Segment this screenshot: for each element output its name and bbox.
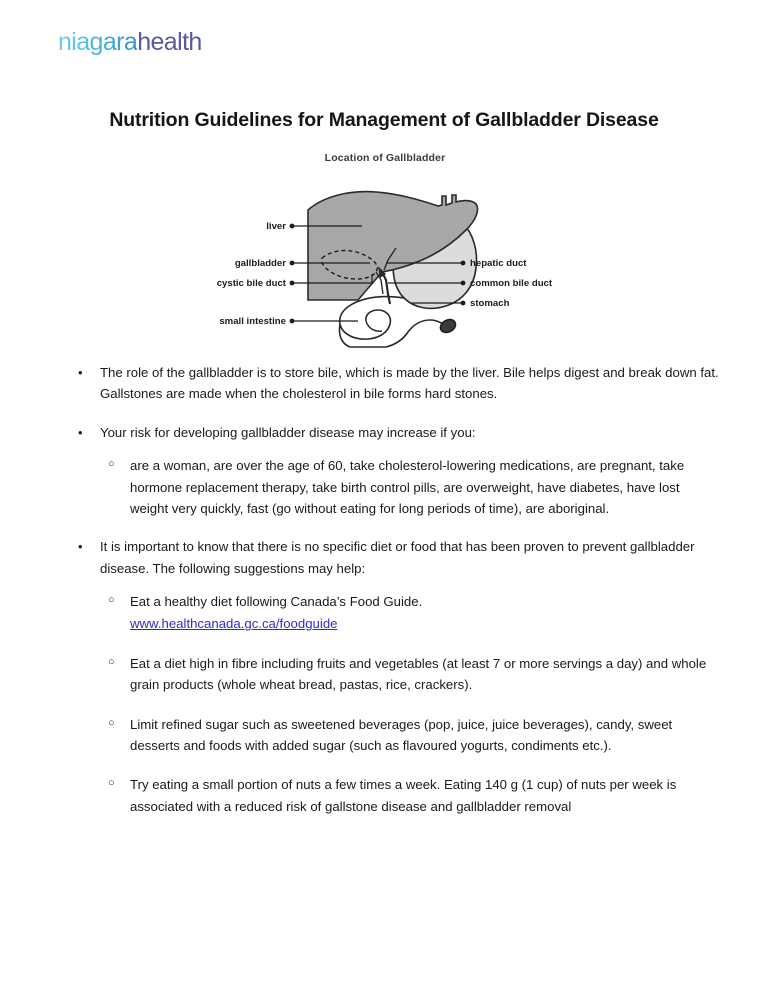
common-bile-duct-shape	[382, 272, 390, 304]
leader-dot-liver	[290, 224, 295, 229]
list-item	[100, 714, 720, 757]
list-item	[72, 536, 720, 817]
figure-label-hepatic-duct: hepatic duct	[470, 258, 527, 269]
sub-bullet-marker: ○	[108, 777, 115, 790]
leader-dot-common-bile-duct	[461, 281, 466, 286]
list-item-text: Eat a healthy diet following Canada’s Food Guide.	[130, 594, 423, 609]
list-item	[100, 653, 720, 696]
figure-label-liver: liver	[266, 221, 286, 232]
anatomy-diagram-svg	[190, 148, 580, 348]
list-item	[100, 591, 720, 635]
list-item	[72, 362, 720, 405]
list-item-text: are a woman, are over the age of 60, take cholesterol-lowering medications, are pregnant, take hormone replacement therapy, take birth control pills, are overweight, have diabetes, have lost weight very quickly, fast (go without eating for long periods of time), are aboriginal.	[130, 458, 685, 516]
leader-dot-cystic-bile-duct	[290, 281, 295, 286]
list-item	[100, 774, 720, 817]
list-item-text: Your risk for developing gallbladder disease may increase if you:	[100, 424, 476, 440]
small-intestine-loop	[340, 297, 404, 339]
list-item	[72, 422, 720, 520]
bullet-marker: •	[78, 365, 83, 380]
list-item-text: The role of the gallbladder is to store bile, which is made by the liver. Bile helps digest and break down fat. Gallstones are made when the cholesterol in bile forms hard stones.	[100, 365, 719, 402]
list-item-text: Limit refined sugar such as sweetened beverages (pop, juice, juice beverages), candy, sweet desserts and foods with added sugar (such as flavoured yogurts, condiments etc.).	[130, 716, 673, 753]
bullet-marker: •	[78, 424, 83, 440]
list-item	[100, 455, 720, 519]
figure-label-stomach: stomach	[470, 298, 510, 309]
list-item-text: Try eating a small portion of nuts a few times a week. Eating 140 g (1 cup) of nuts per week is associated with a reduced risk of gallstone disease and gallbladder removal	[130, 777, 677, 814]
sub-bullet-marker: ○	[108, 458, 115, 471]
intestine-end	[438, 317, 458, 335]
page-title: Nutrition Guidelines for Management of Gallbladder Disease	[109, 109, 659, 132]
bullet-marker: •	[78, 539, 83, 555]
figure-label-common-bile-duct: common bile duct	[470, 278, 553, 289]
logo-text-health: health	[137, 28, 202, 56]
guidelines-list	[72, 362, 720, 817]
gallbladder-anatomy-figure	[190, 148, 580, 348]
list-item-text: It is important to know that there is no specific diet or food that has been proven to prevent gallbladder disease. The following suggestions may help:	[100, 539, 695, 576]
sub-bullet-marker: ○	[108, 655, 115, 668]
leader-dot-hepatic-duct	[461, 261, 466, 266]
figure-label-small-intestine: small intestine	[219, 316, 286, 327]
sub-bullet-marker: ○	[108, 716, 115, 729]
niagara-health-logo	[58, 30, 202, 55]
food-guide-link[interactable]: www.healthcanada.gc.ca/foodguide	[130, 616, 338, 632]
intestine-inner	[366, 321, 382, 331]
logo-text-niagara: niagara	[58, 28, 138, 56]
sub-bullet-marker: ○	[108, 594, 115, 606]
figure-label-cystic-bile-duct: cystic bile duct	[216, 278, 286, 289]
intestine-lower	[339, 320, 447, 347]
leader-dot-gallbladder	[290, 261, 295, 266]
list-item-text: Eat a diet high in fibre including fruits and vegetables (at least 7 or more servings a day) and whole grain products (whole wheat bread, pastas, rice, crackers).	[130, 655, 707, 693]
risk-factors-sublist	[100, 455, 720, 519]
figure-label-gallbladder: gallbladder	[234, 258, 286, 269]
document-body	[72, 362, 720, 834]
leader-dot-stomach	[461, 301, 466, 306]
suggestions-sublist	[100, 591, 720, 817]
leader-dot-small-intestine	[290, 319, 295, 324]
figure-caption: Location of Gallbladder	[324, 152, 446, 164]
